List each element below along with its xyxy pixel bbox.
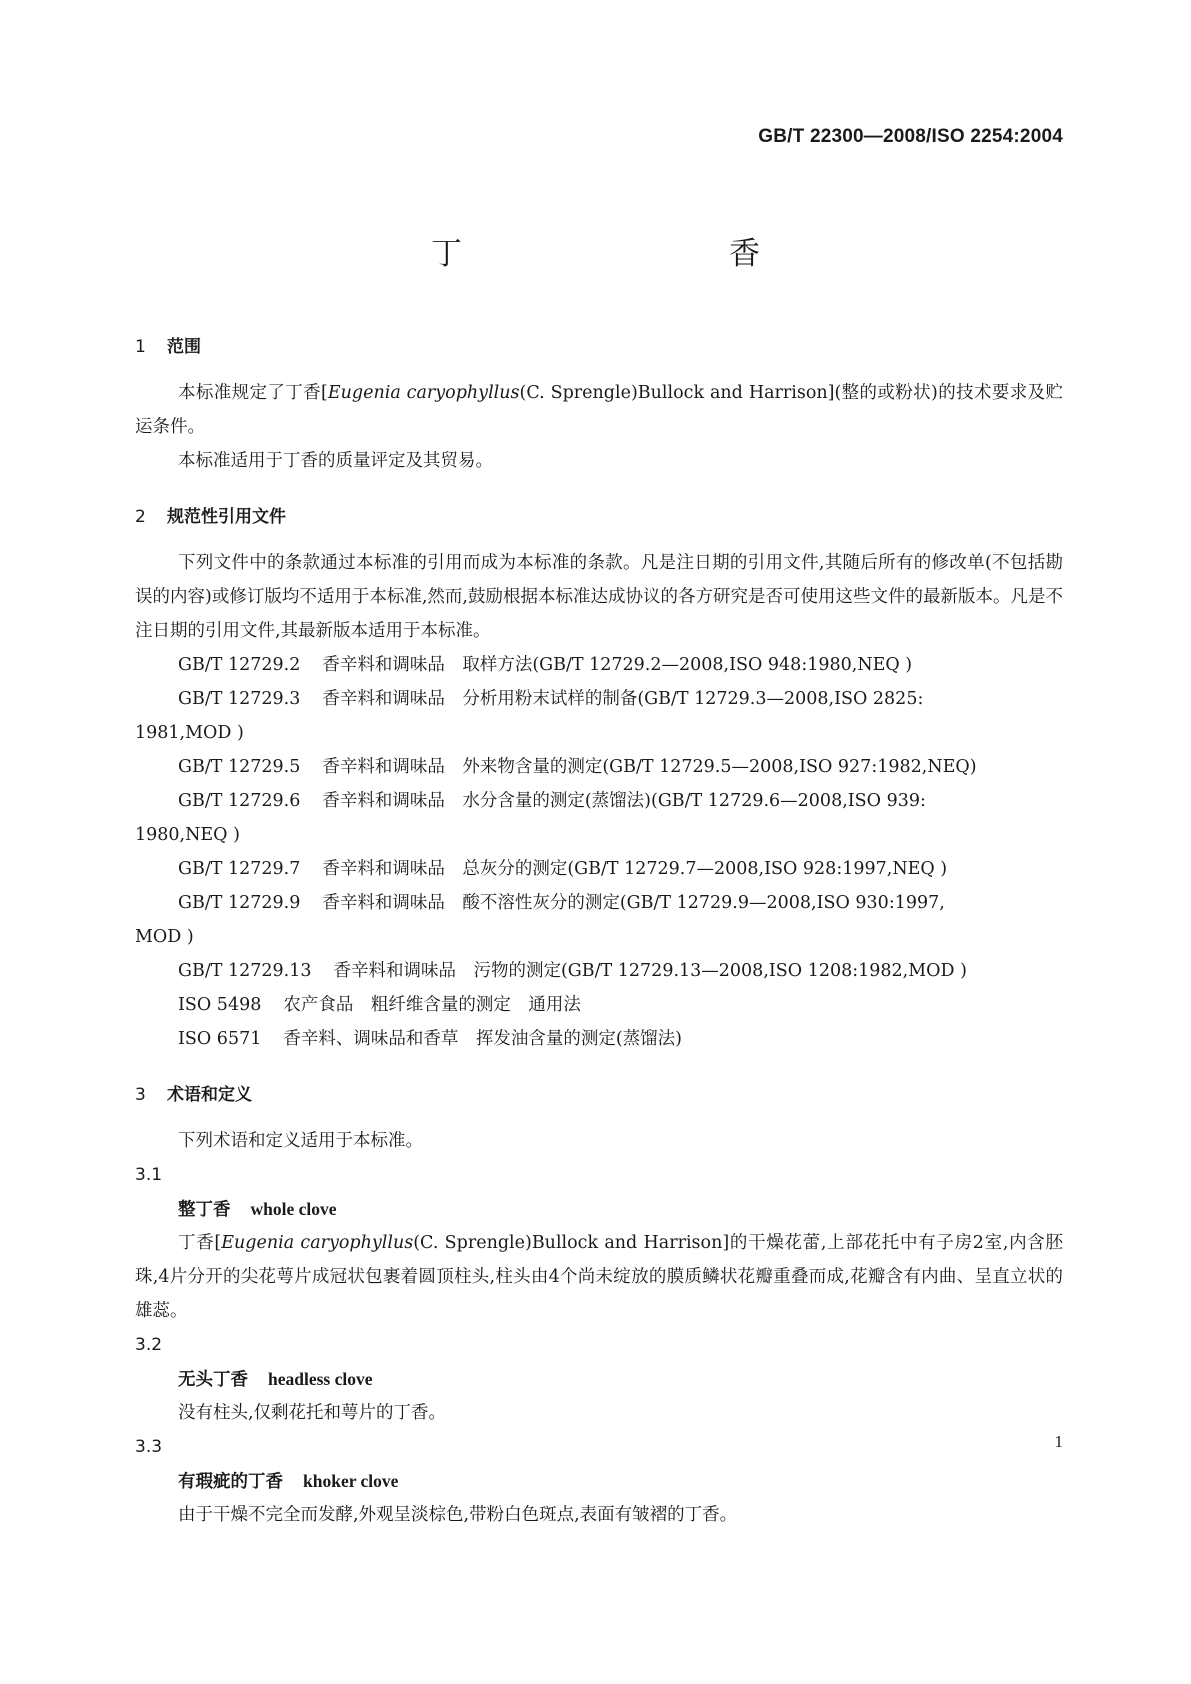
- reference-item: [135, 682, 1063, 716]
- section-title: 规范性引用文件: [167, 507, 286, 527]
- term-number: 3.2: [135, 1335, 163, 1355]
- reference-code: GB/T 12729.6: [178, 791, 301, 811]
- latin-name: Eugenia caryophyllus: [221, 1233, 414, 1253]
- reference-title: 香辛料和调味品 酸不溶性灰分的测定(GB/T 12729.9—2008,ISO 930:1997,: [322, 893, 945, 913]
- document-title: 丁 香: [431, 236, 878, 272]
- section-heading-1: [135, 330, 1063, 364]
- reference-continuation: 1981,MOD ): [135, 723, 244, 743]
- reference-code: ISO 5498: [178, 995, 262, 1015]
- reference-title: 香辛料和调味品 外来物含量的测定(GB/T 12729.5—2008,ISO 927:1982,NEQ): [322, 757, 977, 777]
- reference-code: GB/T 12729.9: [178, 893, 301, 913]
- term-zh: 整丁香: [178, 1200, 231, 1220]
- section-heading-3: [135, 1078, 1063, 1112]
- term-definition: 没有柱头,仅剩花托和萼片的丁香。: [178, 1403, 447, 1423]
- reference-code: GB/T 12729.13: [178, 961, 312, 981]
- term-en: whole clove: [250, 1199, 337, 1219]
- reference-title: 香辛料和调味品 分析用粉末试样的制备(GB/T 12729.3—2008,ISO 2825:: [322, 689, 924, 709]
- reference-code: GB/T 12729.3: [178, 689, 301, 709]
- term-number: 3.1: [135, 1165, 163, 1185]
- paragraph-terms-intro: 下列术语和定义适用于本标准。: [178, 1131, 423, 1151]
- paragraph-scope: [135, 376, 1063, 444]
- text: (C. Sprengle)Bullock and Harrison](整的或粉状)的技术要求及贮运条件。: [135, 383, 1064, 437]
- reference-continuation: MOD ): [135, 927, 194, 947]
- reference-item: [135, 750, 1063, 784]
- term-zh: 无头丁香: [178, 1370, 248, 1390]
- reference-title: 香辛料和调味品 水分含量的测定(蒸馏法)(GB/T 12729.6—2008,ISO 939:: [322, 791, 926, 811]
- reference-item: [135, 648, 1063, 682]
- reference-item: [135, 886, 1063, 920]
- reference-code: GB/T 12729.5: [178, 757, 301, 777]
- reference-code: GB/T 12729.2: [178, 655, 301, 675]
- term-heading: [135, 1192, 1063, 1226]
- text: 本标准规定了丁香[: [178, 383, 328, 403]
- term-zh: 有瑕疵的丁香: [178, 1472, 283, 1492]
- section-title: 范围: [167, 337, 201, 357]
- section-number: 1: [135, 337, 146, 357]
- reference-item: [135, 1022, 1063, 1056]
- reference-item: [135, 988, 1063, 1022]
- text: 丁香[: [178, 1233, 222, 1253]
- section-title: 术语和定义: [167, 1085, 252, 1105]
- term-en: khoker clove: [303, 1471, 399, 1491]
- reference-title: 香辛料、调味品和香草 挥发油含量的测定(蒸馏法): [283, 1029, 683, 1049]
- reference-item: [135, 954, 1063, 988]
- term-number: 3.3: [135, 1437, 163, 1457]
- document-body: [135, 330, 1063, 1532]
- reference-title: 农产食品 粗纤维含量的测定 通用法: [283, 995, 581, 1015]
- section-number: 2: [135, 507, 146, 527]
- latin-name: Eugenia caryophyllus: [327, 383, 520, 403]
- paragraph-scope-application: 本标准适用于丁香的质量评定及其贸易。: [178, 451, 493, 471]
- term-heading: [135, 1464, 1063, 1498]
- page-number: 1: [1054, 1432, 1063, 1451]
- paragraph-normative-intro: 下列文件中的条款通过本标准的引用而成为本标准的条款。凡是注日期的引用文件,其随后所有的修改单(不包括勘误的内容)或修订版均不适用于本标准,然而,鼓励根据本标准达成协议的各方研究是否可使用这些文件的最新版本。凡是不注日期的引用文件,其最新版本适用于本标准。: [135, 553, 1063, 641]
- reference-code: GB/T 12729.7: [178, 859, 301, 879]
- reference-title: 香辛料和调味品 污物的测定(GB/T 12729.13—2008,ISO 1208:1982,MOD ): [333, 961, 967, 981]
- reference-continuation: 1980,NEQ ): [135, 825, 240, 845]
- reference-code: ISO 6571: [178, 1029, 262, 1049]
- term-en: headless clove: [268, 1369, 373, 1389]
- reference-list: [135, 648, 1063, 1056]
- reference-item: [135, 784, 1063, 818]
- reference-item: [135, 852, 1063, 886]
- term-definition: [135, 1226, 1063, 1328]
- section-number: 3: [135, 1085, 146, 1105]
- reference-title: 香辛料和调味品 总灰分的测定(GB/T 12729.7—2008,ISO 928:1997,NEQ ): [322, 859, 948, 879]
- term-definition: 由于干燥不完全而发酵,外观呈淡棕色,带粉白色斑点,表面有皱褶的丁香。: [178, 1505, 738, 1525]
- section-heading-2: [135, 500, 1063, 534]
- standard-code: GB/T 22300—2008/ISO 2254:2004: [758, 126, 1063, 147]
- reference-title: 香辛料和调味品 取样方法(GB/T 12729.2—2008,ISO 948:1980,NEQ ): [322, 655, 913, 675]
- text: (C. Sprengle)Bullock and Harrison]的干燥花蕾,上部花托中有子房2室,内含胚珠,4片分开的尖花萼片成冠状包裹着圆顶柱头,柱头由4个尚未绽放的膜质鳞状花瓣重叠而成,花瓣含有内曲、呈直立状的雄蕊。: [135, 1233, 1063, 1321]
- term-heading: [135, 1362, 1063, 1396]
